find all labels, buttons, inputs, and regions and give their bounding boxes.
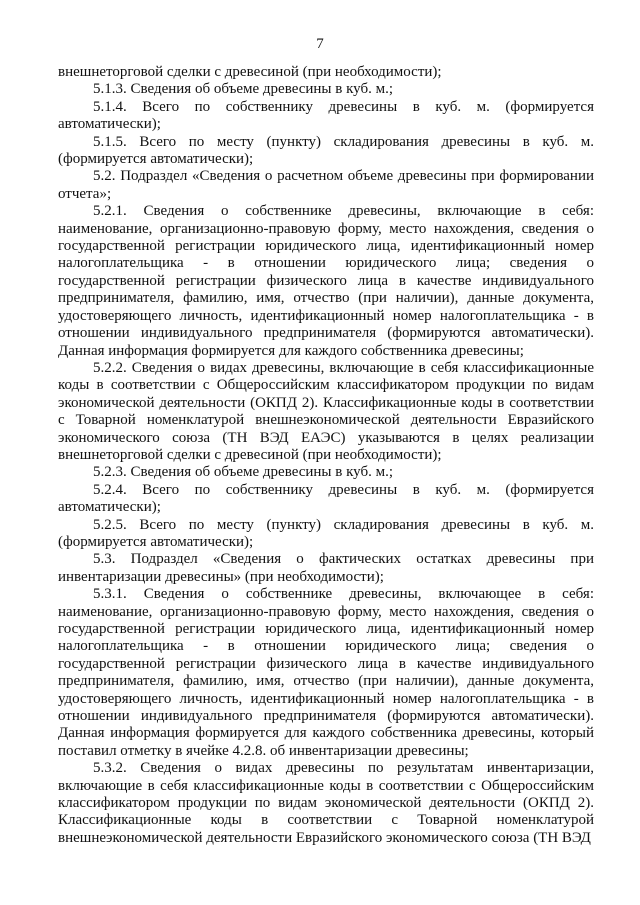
paragraph-5-3-2: 5.3.2. Сведения о видах древесины по результатам инвентаризации, включающие в себя классификационные коды в соответствии с Общероссийским классификатором продукции по видам экономической деятельности (ОКПД 2). Классификационные коды в соответствии с Товарной номенклатурой внешнеэкономической деятельности Евразийского экономического союза (ТН ВЭД xyxy=(58,760,594,846)
paragraph-5-2-1: 5.2.1. Сведения о собственнике древесины, включающие в себя: наименование, организационно-правовую форму, место нахождения, сведения о государственной регистрации юридического лица, идентификационный номер налогоплательщика - в отношении юридического лица; сведения о государственной регистрации физического лица в качестве индивидуального предпринимателя, фамилию, имя, отчество (при наличии), данные документа, удостоверяющего личность, идентификационный номер налогоплательщика - в отношении индивидуального предпринимателя (формируются автоматически). Данная информация формируется для каждого собственника древесины; xyxy=(58,203,594,359)
paragraph-5-2-2: 5.2.2. Сведения о видах древесины, включающие в себя классификационные коды в соответствии с Общероссийским классификатором продукции по видам экономической деятельности (ОКПД 2). Классификационные коды в соответствии с Товарной номенклатурой внешнеэкономической деятельности Евразийского экономического союза (ТН ВЭД ЕАЭС) указываются в целях реализации внешнеторговой сделки с древесиной (при необходимости); xyxy=(58,359,594,463)
paragraph-5-1-4: 5.1.4. Всего по собственнику древесины в куб. м. (формируется автоматически); xyxy=(58,98,594,133)
paragraph-continuation: внешнеторговой сделки с древесиной (при необходимости); xyxy=(58,64,442,80)
paragraph-5-2: 5.2. Подраздел «Сведения о расчетном объеме древесины при формировании отчета»; xyxy=(58,168,594,202)
paragraph-5-1-3: 5.1.3. Сведения об объеме древесины в куб. м.; xyxy=(93,81,394,98)
paragraph-5-2-5: 5.2.5. Всего по месту (пункту) складирования древесины в куб. м. (формируется автоматически); xyxy=(58,516,594,550)
paragraph-5-2-4: 5.2.4. Всего по собственнику древесины в куб. м. (формируется автоматически); xyxy=(58,481,594,516)
document-body xyxy=(58,64,594,847)
paragraph-5-3: 5.3. Подраздел «Сведения о фактических остатках древесины при инвентаризации древесины» (при необходимости); xyxy=(58,551,594,585)
paragraph-5-1-5: 5.1.5. Всего по месту (пункту) складирования древесины в куб. м. (формируется автоматически); xyxy=(58,133,594,168)
paragraph-5-3-1: 5.3.1. Сведения о собственнике древесины, включающее в себя: наименование, организационно-правовую форму, место нахождения, сведения о государственной регистрации юридического лица, идентификационный номер налогоплательщика - в отношении юридического лица; сведения о государственной регистрации физического лица в качестве индивидуального предпринимателя, фамилию, имя, отчество (при наличии), данные документа, удостоверяющего личность, идентификационный номер налогоплательщика - в отношении индивидуального предпринимателя (формируются автоматически). Данная информация формируется для каждого собственника древесины, который поставил отметку в ячейке 4.2.8. об инвентаризации древесины; xyxy=(58,586,594,759)
page-number: 7 xyxy=(316,36,324,52)
paragraph-5-2-3: 5.2.3. Сведения об объеме древесины в куб. м.; xyxy=(93,464,394,481)
